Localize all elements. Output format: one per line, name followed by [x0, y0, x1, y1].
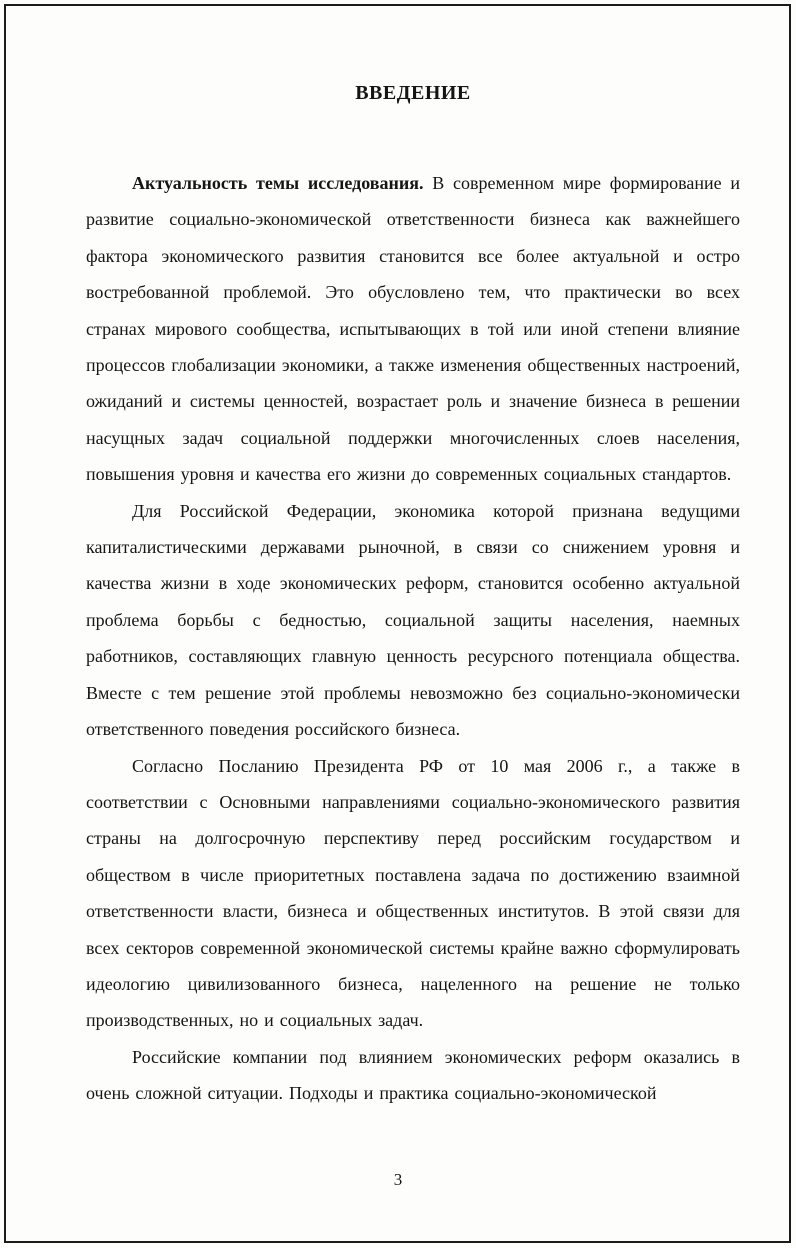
document-body — [86, 82, 740, 1112]
paragraph-bold-lead: Актуальность темы исследования. — [132, 173, 424, 193]
paragraph-text: В современном мире формирование и развитие социально-экономической ответственности бизнеса как важнейшего фактора экономического развития становится все более актуальной и остро востребованной проблемой. Это обусловлено тем, что практически во всех странах мирового сообщества, испытывающих в той или иной степени влияние процессов глобализации экономики, а также изменения общественных настроений, ожиданий и системы ценностей, возрастает роль и значение бизнеса в решении насущных задач социальной поддержки многочисленных слоев населения, повышения уровня и качества его жизни до современных социальных стандартов. — [86, 173, 741, 485]
chapter-title: ВВЕДЕНИЕ — [355, 82, 471, 104]
paragraph: Согласно Посланию Президента РФ от 10 мая 2006 г., а также в соответствии с Основными направлениями социально-экономического развития страны на долгосрочную перспективу перед российским государством и обществом в числе приоритетных поставлена задача по достижению взаимной ответственности власти, бизнеса и общественных институтов. В этой связи для всех секторов современной экономической системы крайне важно сформулировать идеологию цивилизованного бизнеса, нацеленного на решение не только производственных, но и социальных задач. — [86, 755, 740, 1031]
paragraph — [86, 165, 740, 493]
page-number: 3 — [393, 1170, 403, 1189]
paragraph: Для Российской Федерации, экономика которой признана ведущими капиталистическими державами рыночной, в связи со снижением уровня и качества жизни в ходе экономических реформ, становится особенно актуальной проблема борьбы с бедностью, социальной защиты населения, наемных работников, составляющих главную ценность ресурсного потенциала общества. Вместе с тем решение этой проблемы невозможно без социально-экономически ответственного поведения российского бизнеса. — [86, 500, 740, 740]
paragraph: Российские компании под влиянием экономических реформ оказались в очень сложной ситуации. Подходы и практика социально-экономической — [86, 1046, 740, 1104]
